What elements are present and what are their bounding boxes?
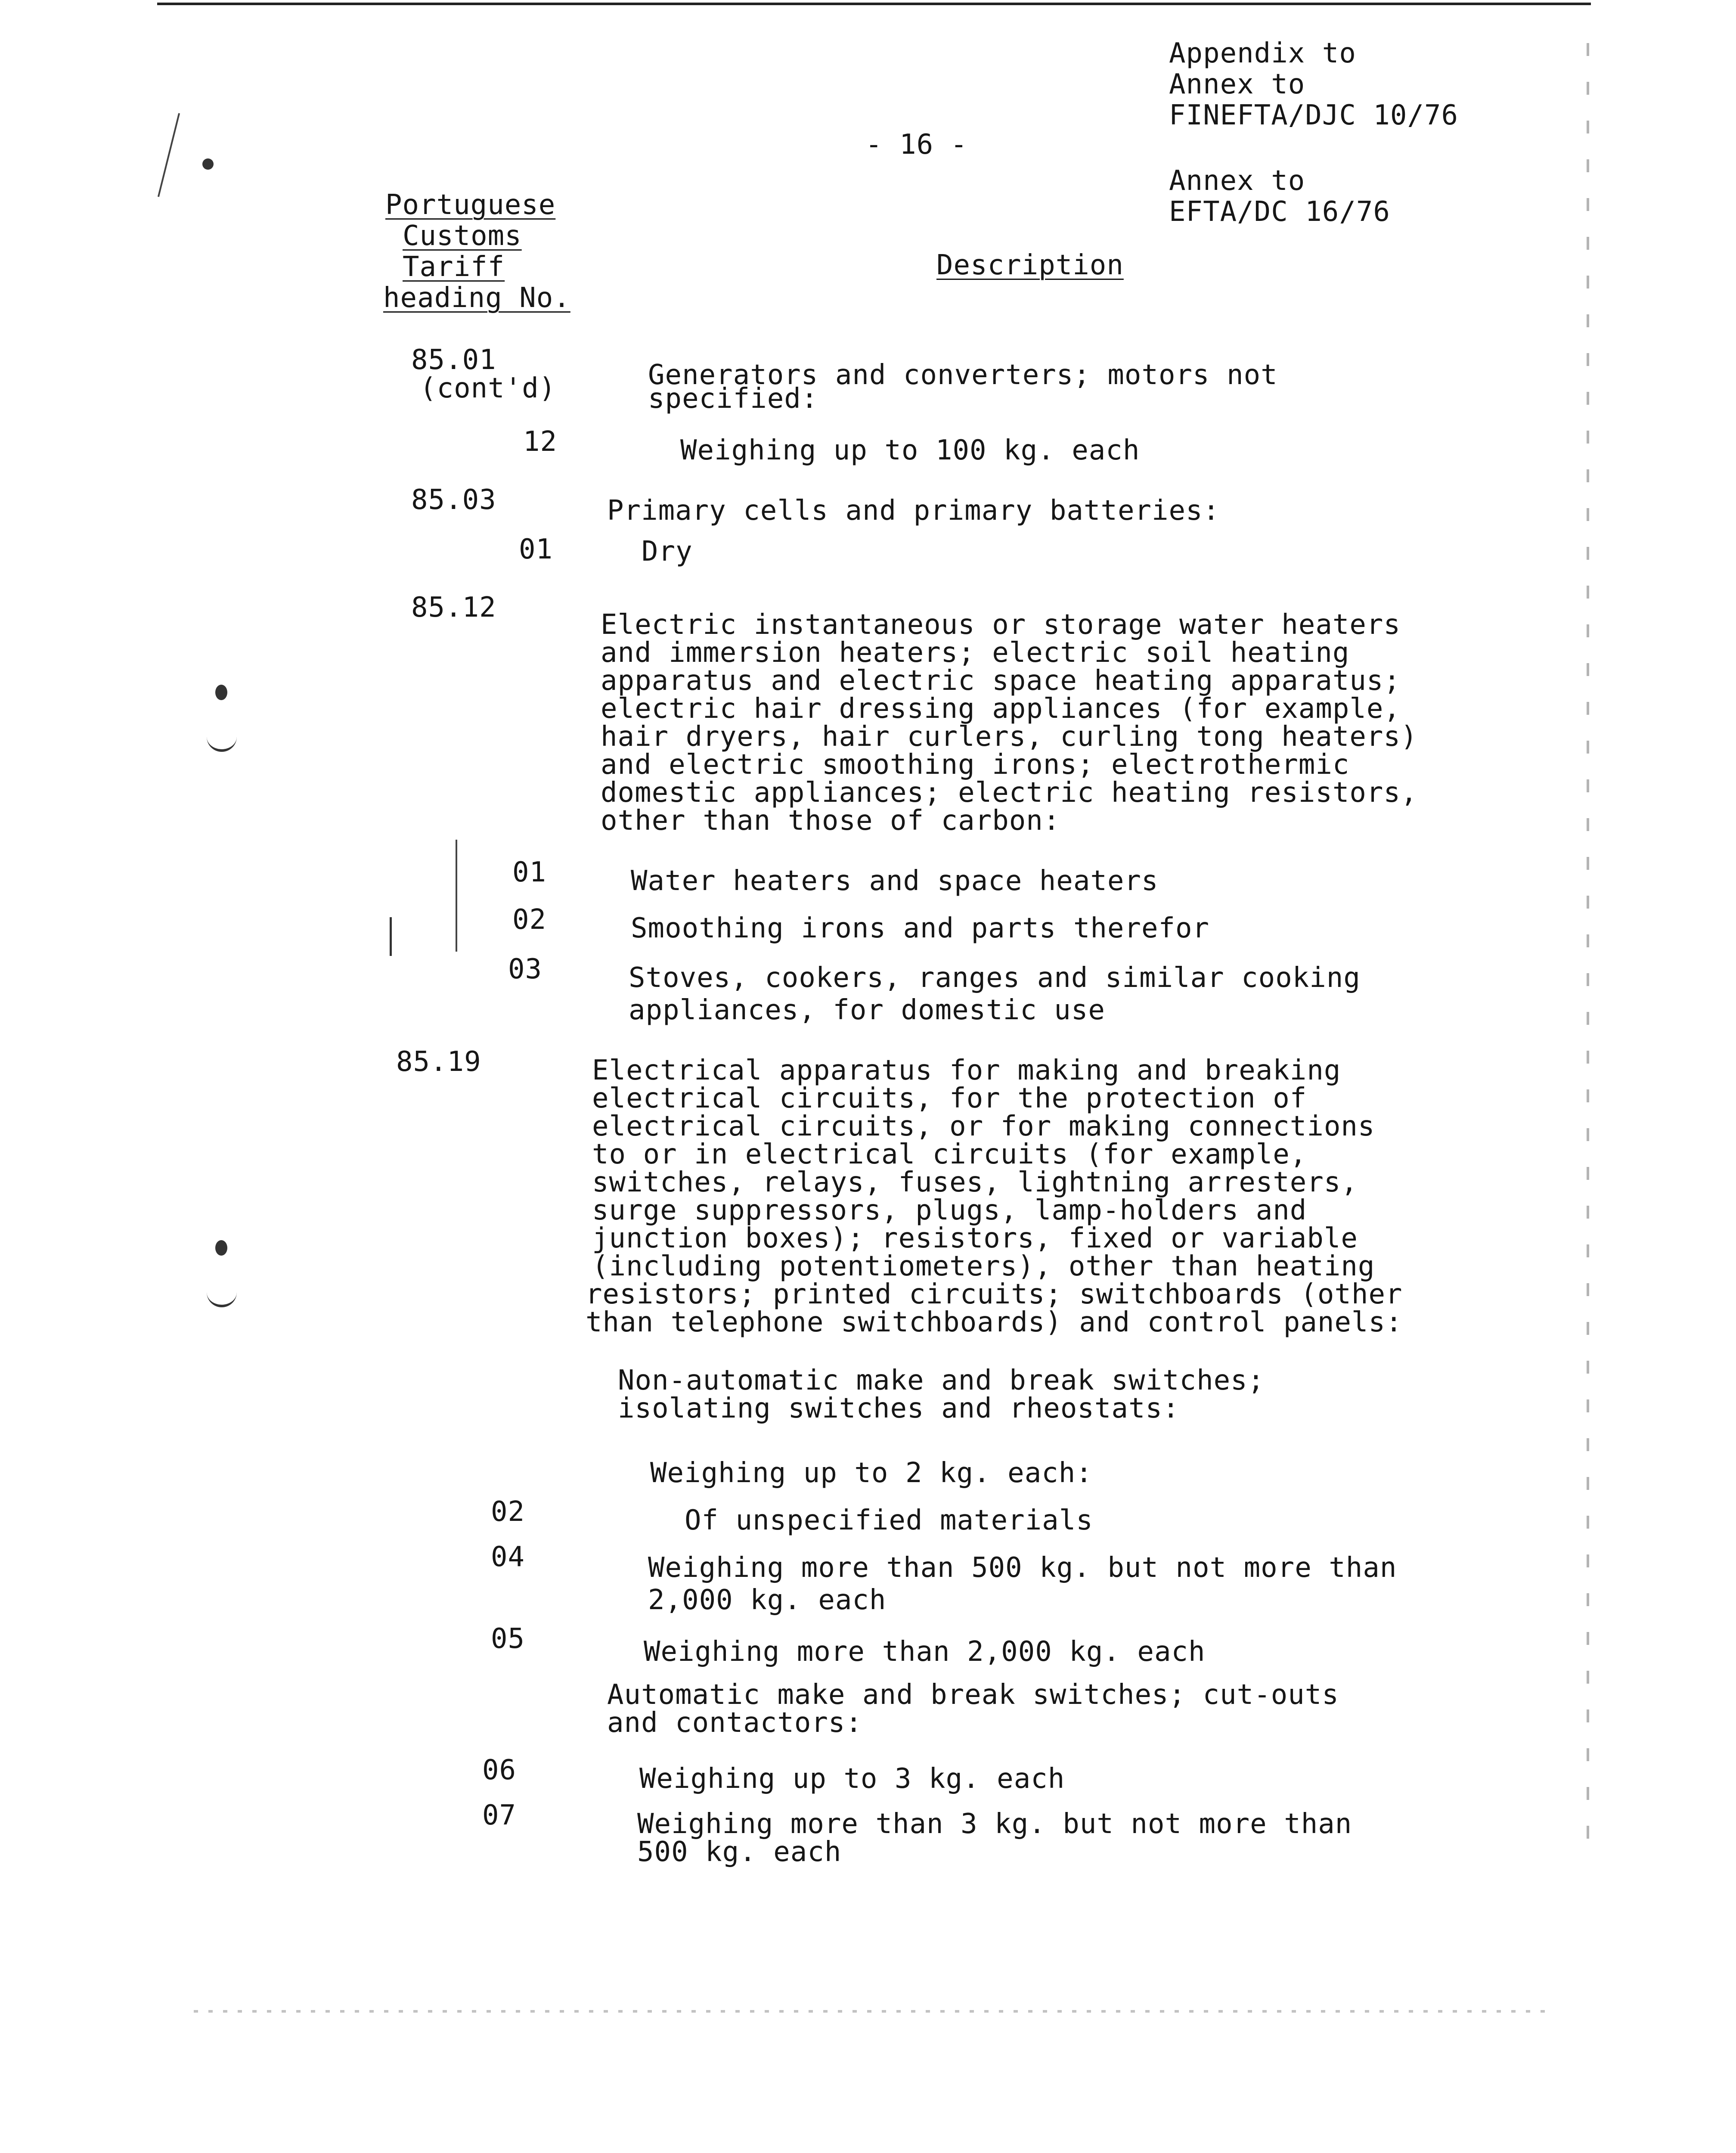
description-line: other than those of carbon: (601, 805, 1060, 837)
description-line: Weighing more than 3 kg. but not more than (637, 1808, 1352, 1840)
description-line: Automatic make and break switches; cut-outs (607, 1679, 1339, 1711)
description-line: and electric smoothing irons; electrothermic (601, 749, 1350, 781)
tariff-heading: 85.12 (411, 592, 496, 624)
description-line: and contactors: (607, 1707, 862, 1739)
annex-line: Annex to (1169, 165, 1305, 197)
description-line: Weighing up to 3 kg. each (639, 1763, 1065, 1795)
description-line: domestic appliances; electric heating resistors, (601, 777, 1418, 809)
tariff-subheading: 04 (491, 1541, 525, 1573)
description-line: hair dryers, hair curlers, curling tong heaters) (601, 721, 1418, 753)
column-heading-left: Portuguese (385, 189, 556, 221)
column-heading-left: heading No. (383, 282, 570, 314)
description-line: Weighing more than 2,000 kg. each (644, 1636, 1206, 1668)
description-line: Dry (642, 536, 693, 568)
ref-line: Appendix to (1169, 37, 1356, 69)
description-line: surge suppressors, plugs, lamp-holders and (592, 1194, 1307, 1226)
punch-mark (202, 158, 214, 170)
description-line: junction boxes); resistors, fixed or variable (592, 1222, 1358, 1254)
description-line: 2,000 kg. each (648, 1584, 887, 1616)
column-heading-left: Customs (403, 220, 522, 252)
description-line: (including potentiometers), other than heating (592, 1250, 1375, 1282)
scan-stroke (207, 1287, 237, 1307)
page-number: - 16 - (865, 129, 968, 161)
column-heading-right: Description (936, 249, 1124, 281)
scan-specks (194, 2010, 1550, 2013)
tariff-subheading: 05 (491, 1623, 525, 1655)
description-line: Weighing up to 100 kg. each (680, 434, 1140, 466)
margin-line (390, 917, 392, 956)
tariff-subheading: 07 (482, 1799, 517, 1831)
description-line: Of unspecified materials (685, 1505, 1093, 1536)
description-line: electric hair dressing appliances (for example, (601, 693, 1401, 725)
description-line: Smoothing irons and parts therefor (631, 912, 1210, 944)
tariff-subheading: 12 (523, 426, 558, 458)
description-line: Stoves, cookers, ranges and similar cooking (629, 962, 1361, 994)
description-line: appliances, for domestic use (629, 994, 1105, 1026)
tariff-subheading: 02 (491, 1496, 525, 1528)
ref-line: Annex to (1169, 68, 1305, 100)
description-line: 500 kg. each (637, 1836, 842, 1868)
description-line: electrical circuits, for the protection of (592, 1083, 1307, 1114)
description-line: Non-automatic make and break switches; (618, 1365, 1265, 1396)
description-line: Electric instantaneous or storage water heaters (601, 609, 1401, 641)
tariff-subheading: 01 (512, 856, 547, 888)
description-line: electrical circuits, or for making connections (592, 1111, 1375, 1142)
description-line: apparatus and electric space heating apparatus; (601, 665, 1401, 697)
column-heading-left: Tariff (403, 251, 505, 283)
punch-mark (215, 685, 227, 700)
tariff-heading-note: (cont'd) (420, 372, 556, 404)
description-line: Weighing up to 2 kg. each: (650, 1457, 1093, 1489)
tariff-subheading: 02 (512, 904, 547, 936)
tariff-subheading: 03 (508, 953, 542, 985)
description-line: than telephone switchboards) and control panels: (586, 1306, 1403, 1338)
margin-line (456, 840, 457, 952)
tariff-subheading: 06 (482, 1754, 517, 1786)
description-line: to or in electrical circuits (for example, (592, 1139, 1307, 1170)
description-line: switches, relays, fuses, lightning arresters, (592, 1166, 1358, 1198)
tariff-heading: 85.01 (411, 344, 496, 376)
scan-stroke (207, 732, 237, 752)
description-line: resistors; printed circuits; switchboards (other (586, 1278, 1403, 1310)
edge-dash (1587, 43, 1589, 1852)
ref-line: FINEFTA/DJC 10/76 (1169, 99, 1459, 131)
punch-mark (215, 1240, 227, 1256)
description-line: Electrical apparatus for making and breaking (592, 1055, 1341, 1086)
scan-stroke (158, 113, 180, 197)
description-line: Water heaters and space heaters (631, 865, 1159, 897)
description-line: isolating switches and rheostats: (618, 1393, 1180, 1424)
description-line: Primary cells and primary batteries: (607, 495, 1220, 527)
tariff-heading: 85.19 (396, 1046, 481, 1078)
description-line: Weighing more than 500 kg. but not more than (648, 1552, 1397, 1584)
description-line: specified: (648, 383, 818, 415)
tariff-subheading: 01 (519, 534, 553, 565)
tariff-heading: 85.03 (411, 484, 496, 516)
description-line: and immersion heaters; electric soil heating (601, 637, 1350, 669)
top-rule (157, 3, 1591, 5)
description-line: Generators and converters; motors not (648, 359, 1278, 391)
annex-line: EFTA/DC 16/76 (1169, 196, 1390, 228)
